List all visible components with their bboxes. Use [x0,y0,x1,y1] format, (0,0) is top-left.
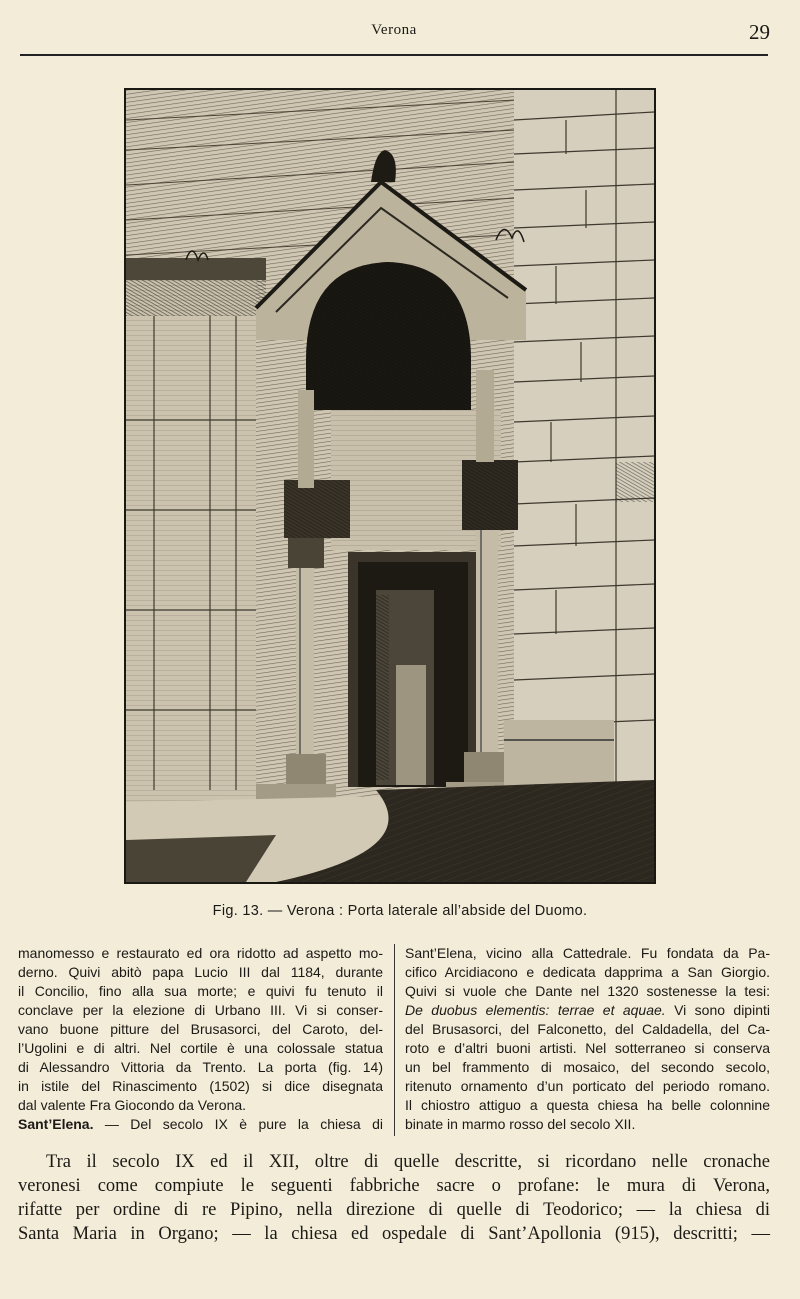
text-fragment: — Del secolo IX è pure la chiesa di [93,1116,383,1132]
text-line: rifatte per ordine di re Pipino, nella direzione di quelle di Teodorico; — la chiesa di [18,1200,770,1220]
header-rule [20,54,768,56]
text-line: Sant’Elena, vicino alla Cattedrale. Fu fondata da Pa- [405,945,770,961]
right-column [405,944,770,1134]
text-line: del Brusasorci, del Falconetto, del Caldadella, del Ca- [405,1021,770,1037]
text-line: ritenuto ornamento d’un porticato del periodo romano. [405,1078,770,1094]
text-line: l’Ugolini e di altri. Nel cortile è una colossale statua [18,1040,383,1056]
thesis-title: De duobus elementis: terrae et aquae. [405,1002,666,1018]
text-line: conclave per la elezione di Urbano III. Vi si conser- [18,1002,383,1018]
text-line: Santa Maria in Organo; — la chiesa ed ospedale di Sant’Apollonia (915), descritti; — [18,1224,770,1244]
text-line: binate in marmo rosso del secolo XII. [405,1116,636,1132]
body-paragraph [18,1150,770,1246]
text-line: derno. Quivi abitò papa Lucio III dal 1184, durante [18,964,383,980]
text-line: Tra il secolo IX ed il XII, oltre di quelle descritte, si ricordano nelle cronache [46,1152,770,1172]
thesis-line [405,1001,770,1020]
text-line: cifico Arcidiacono e dedicata dapprima a San Giorgio. [405,964,770,980]
figure-caption: Fig. 13. — Verona : Porta laterale all’abside del Duomo. [212,903,588,919]
text-line: manomesso e restaurato ed ora ridotto ad aspetto mo- [18,945,383,961]
text-line: di Alessandro Vittoria da Trento. La porta (fig. 14) [18,1059,383,1075]
section-start-line [18,1115,383,1134]
text-line: veronesi come compiute le seguenti fabbriche sacre o profane: le mura di Verona, [18,1176,770,1196]
text-line: roto e d’altri buoni artisti. Nel sotterraneo si conserva [405,1040,770,1056]
text-line: Quivi si vuole che Dante nel 1320 sostenesse la tesi: [405,983,770,999]
section-heading-sant-elena: Sant’Elena. [18,1116,94,1132]
text-line: un bel frammento di mosaico, del secondo secolo, [405,1059,770,1075]
left-column [18,944,383,1134]
running-header [0,20,800,46]
engraving-illustration [124,88,656,884]
text-fragment: Vi sono dipinti [665,1002,770,1018]
text-line: in istile del Rinascimento (1502) si dice disegnata [18,1078,383,1094]
text-line: dal valente Fra Giocondo da Verona. [18,1097,247,1113]
two-column-text [18,944,772,1140]
portal-engraving [126,90,654,882]
text-line: il Concilio, fino alla sua morte; e quivi fu tenuto il [18,983,383,999]
text-line: vano buone pitture del Brusasorci, del Caroto, del- [18,1021,383,1037]
column-divider [394,944,395,1136]
page-number: 29 [749,20,770,44]
text-line: Il chiostro attiguo a questa chiesa ha belle colonnine [405,1097,770,1113]
running-title: Verona [371,22,417,38]
